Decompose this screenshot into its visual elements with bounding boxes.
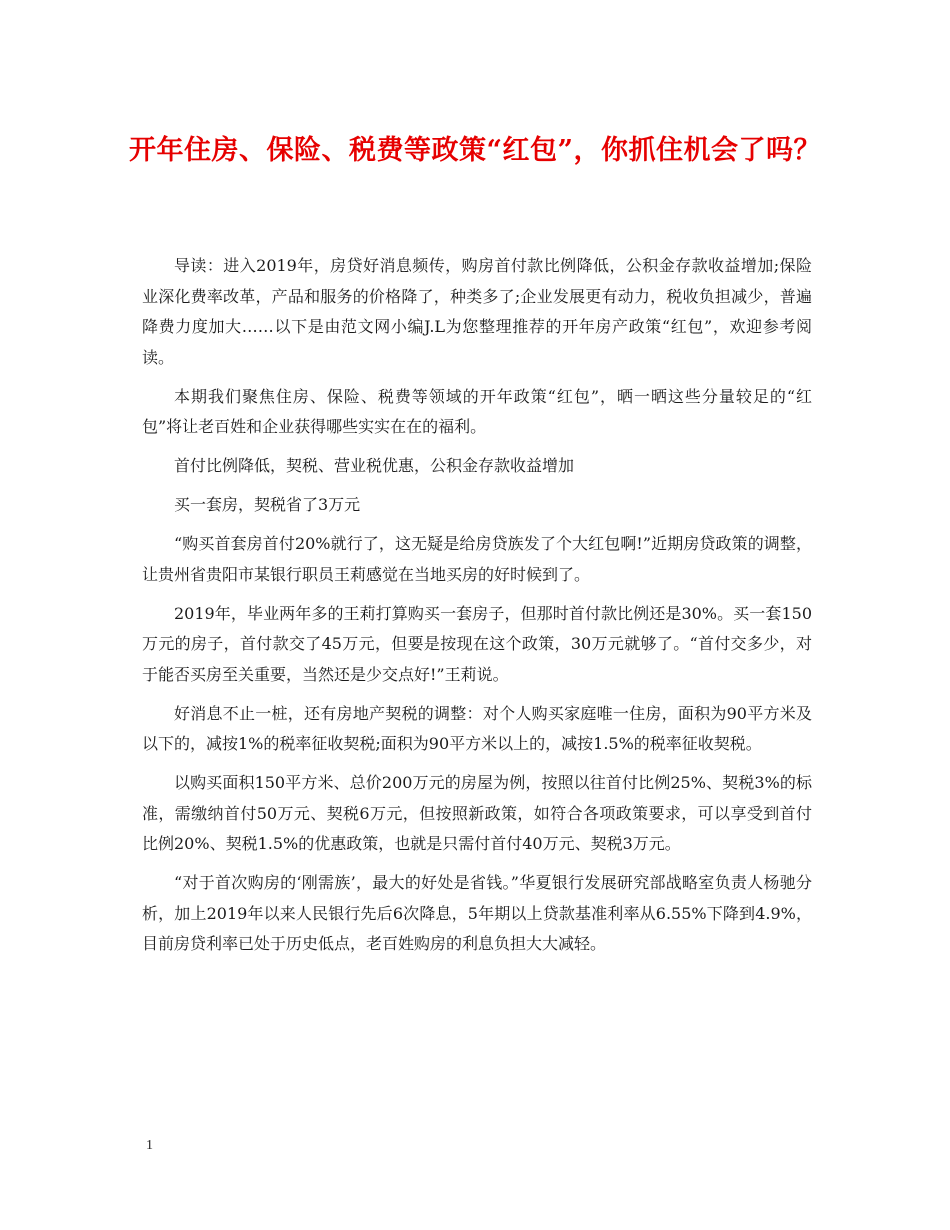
article-body bbox=[142, 251, 812, 968]
paragraph-wangli: 2019年，毕业两年多的王莉打算购买一套房子，但那时首付款比例还是30%。买一套150万元的房子，首付款交了45万元，但要是按现在这个政策，30万元就够了。“首付交多少，对于能否买房至关重要，当然还是少交点好!”王莉说。 bbox=[142, 603, 812, 684]
paragraph-intro: 导读：进入2019年，房贷好消息频传，购房首付款比例降低，公积金存款收益增加;保险业深化费率改革，产品和服务的价格降了，种类多了;企业发展更有动力，税收负担减少，普遍降费力度加大……以下是由范文网小编J.L为您整理推荐的开年房产政策“红包”，欢迎参考阅读。 bbox=[142, 256, 812, 367]
paragraph-analysis: “对于首次购房的‘刚需族’，最大的好处是省钱。”华夏银行发展研究部战略室负责人杨驰分析，加上2019年以来人民银行先后6次降息，5年期以上贷款基准利率从6.55%下降到4.9%，目前房贷利率已处于历史低点，老百姓购房的利息负担大大减轻。 bbox=[142, 873, 812, 953]
paragraph-example: 以购买面积150平方米、总价200万元的房屋为例，按照以往首付比例25%、契税3%的标准，需缴纳首付50万元、契税6万元，但按照新政策，如符合各项政策要求，可以享受到首付比例20%、契税1.5%的优惠政策，也就是只需付首付40万元、契税3万元。 bbox=[142, 773, 812, 853]
page-title: 开年住房、保险、税费等政策“红包”，你抓住机会了吗？ bbox=[128, 135, 822, 166]
paragraph-focus: 本期我们聚焦住房、保险、税费等领域的开年政策“红包”，晒一晒这些分量较足的“红包”将让老百姓和企业获得哪些实实在在的福利。 bbox=[142, 386, 812, 436]
paragraph-subheading-policy: 首付比例降低，契税、营业税优惠，公积金存款收益增加 bbox=[174, 456, 575, 475]
page-number: 1 bbox=[146, 1138, 153, 1153]
paragraph-deed-tax: 好消息不止一桩，还有房地产契税的调整：对个人购买家庭唯一住房，面积为90平方米及以下的，减按1%的税率征收契税;面积为90平方米以上的，减按1.5%的税率征收契税。 bbox=[142, 703, 812, 753]
paragraph-subheading-tax: 买一套房，契税省了3万元 bbox=[174, 495, 361, 514]
paragraph-quote: “购买首套房首付20%就行了，这无疑是给房贷族发了个大红包啊!”近期房贷政策的调整，让贵州省贵阳市某银行职员王莉感觉在当地买房的好时候到了。 bbox=[142, 534, 812, 584]
